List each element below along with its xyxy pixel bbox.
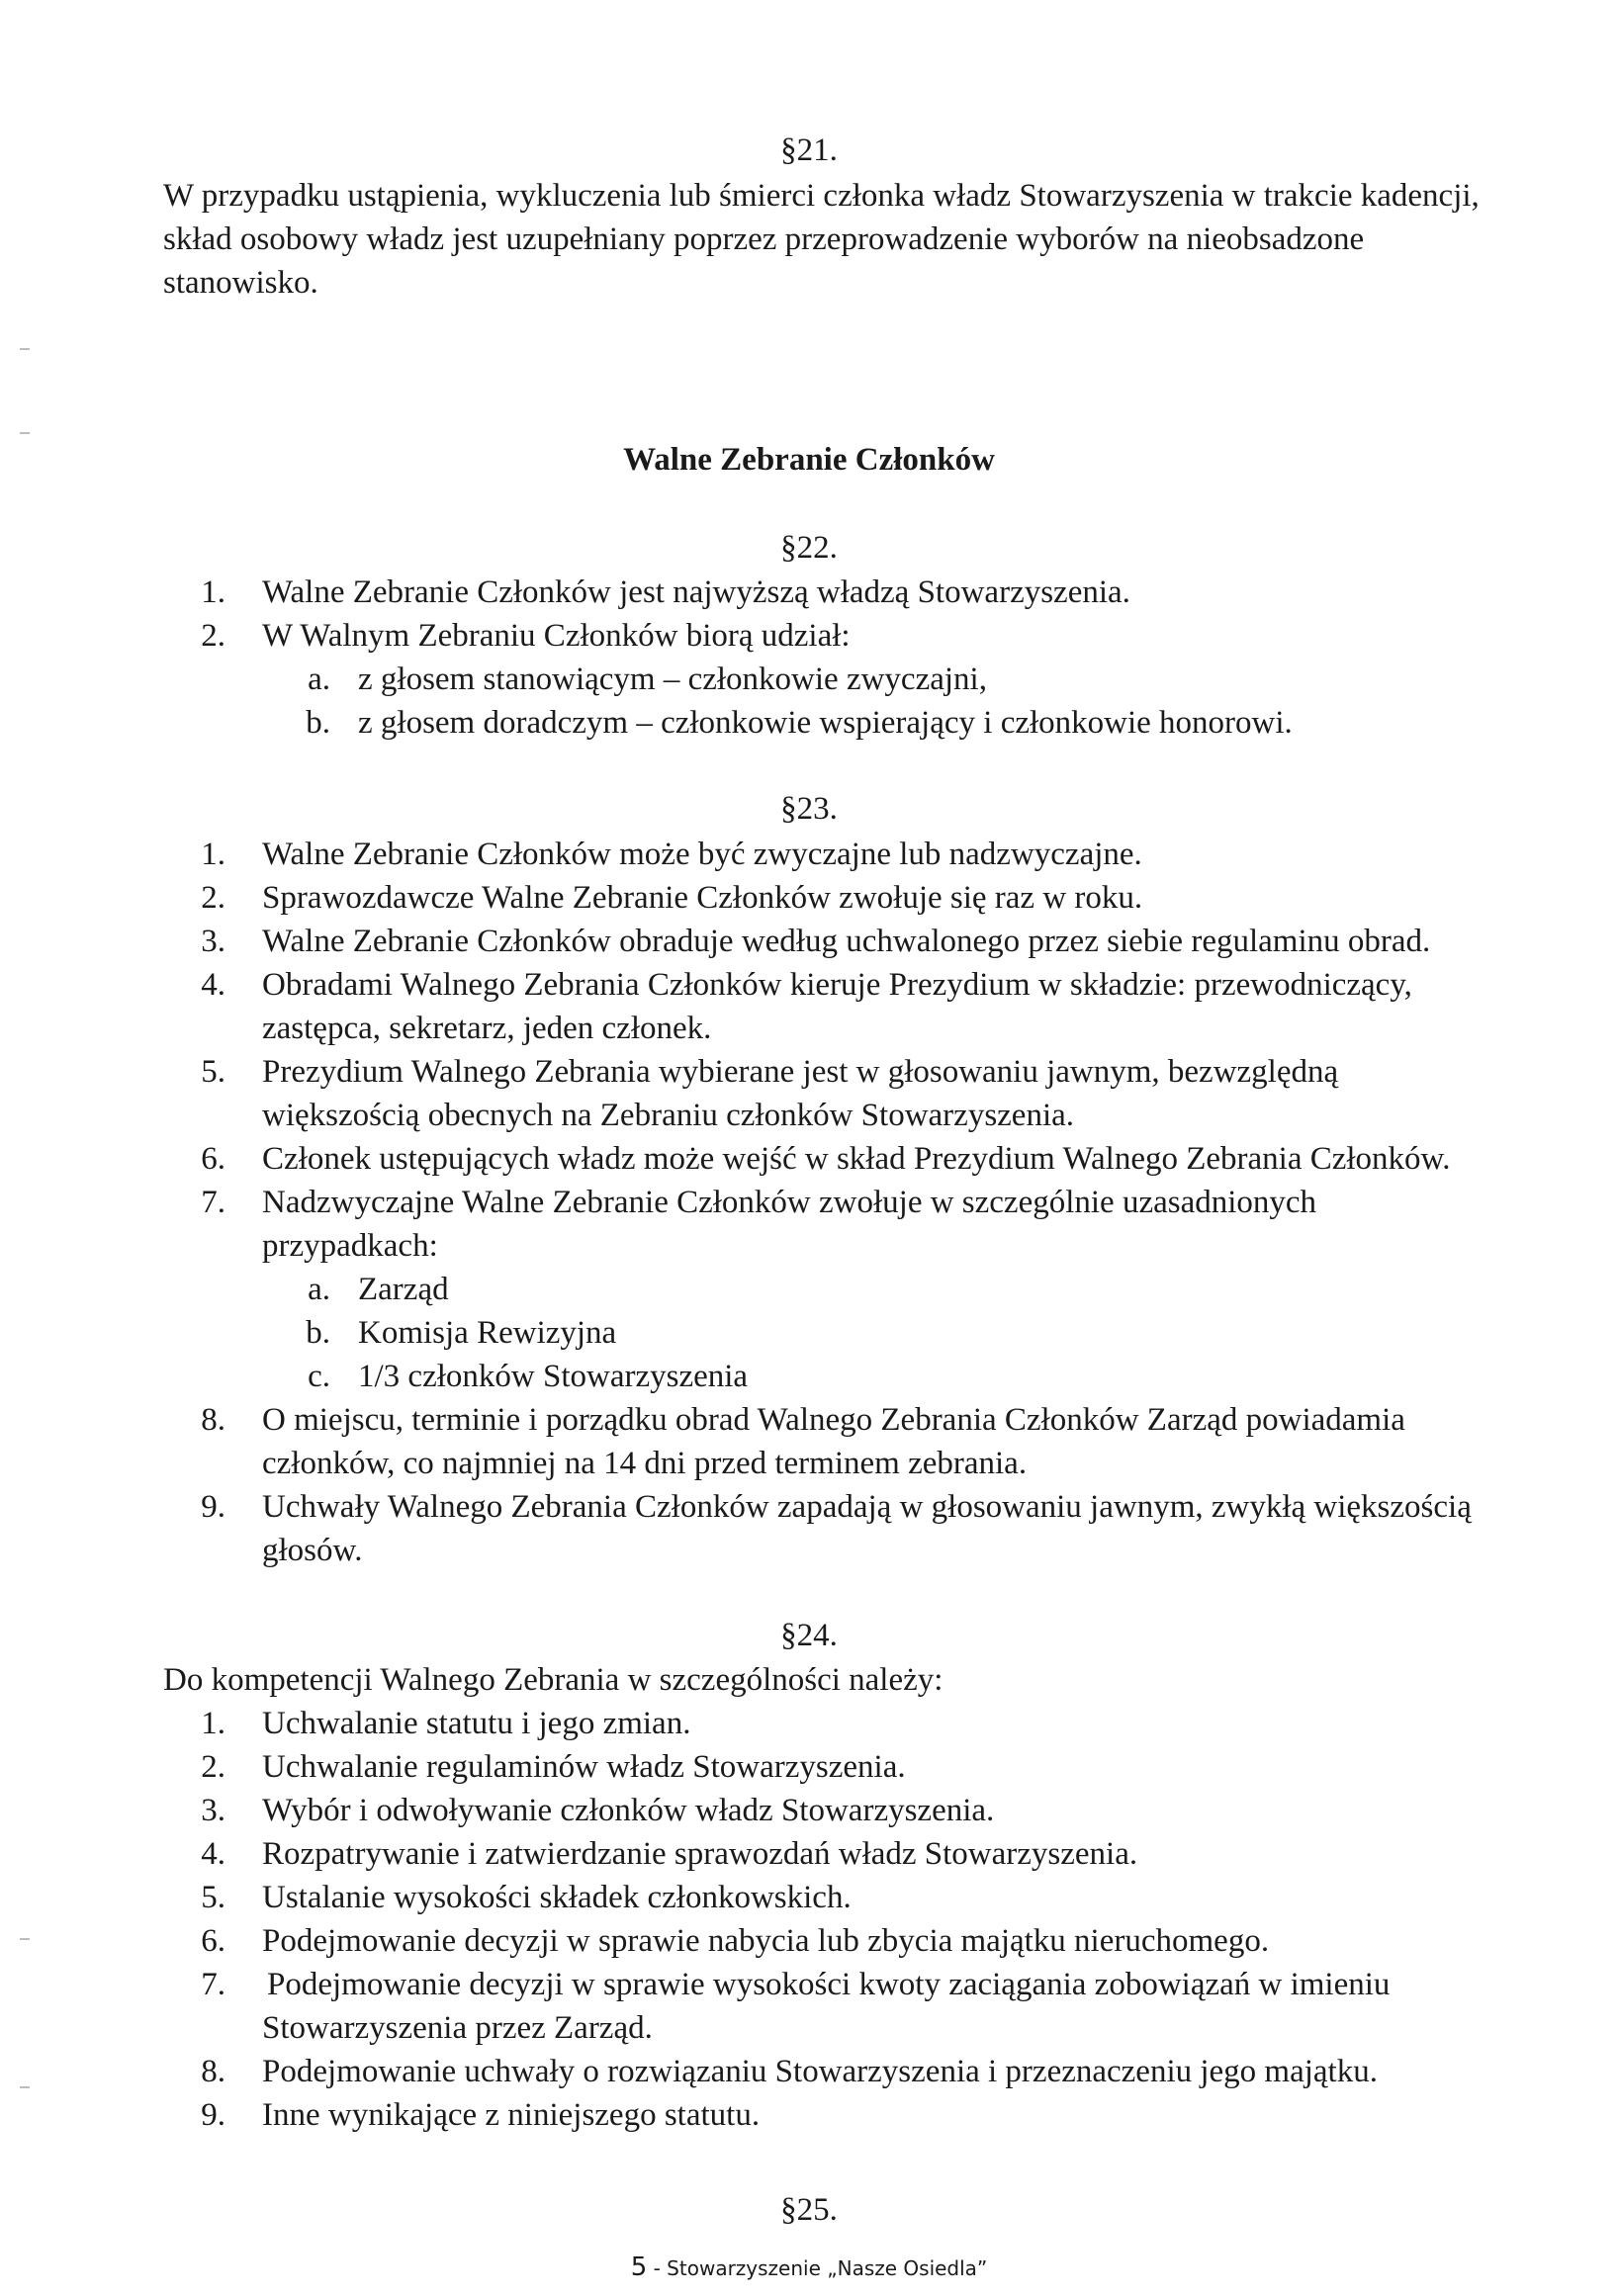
list-item-number: 8. xyxy=(201,1402,225,1438)
list-item-number: 4. xyxy=(201,1836,225,1872)
footer-text: - Stowarzyszenie „Nasze Osiedla” xyxy=(653,2256,988,2280)
list-item-number: 6. xyxy=(201,1141,225,1177)
scan-mark xyxy=(20,348,30,350)
list-item-text: Prezydium Walnego Zebrania wybierane jest w głosowaniu jawnym, bezwzględną xyxy=(262,1054,1339,1090)
list-item-text: Rozpatrywanie i zatwierdzanie sprawozdań władz Stowarzyszenia. xyxy=(262,1836,1138,1872)
list-item-continuation: przypadkach: xyxy=(262,1228,438,1264)
paragraph-heading-21: §21. xyxy=(780,132,838,168)
list-item-number: 1. xyxy=(201,574,225,610)
list-item-text: Walne Zebranie Członków obraduje według uchwalonego przez siebie regulaminu obrad. xyxy=(262,924,1431,959)
list-item-text: Uchwały Walnego Zebrania Członków zapadają w głosowaniu jawnym, zwykłą większością xyxy=(262,1489,1472,1525)
list-item-number: 9. xyxy=(201,2097,225,2133)
list-item-number: 5. xyxy=(201,1054,225,1090)
list-item-number: 4. xyxy=(201,967,225,1003)
list-item-text: Członek ustępujących władz może wejść w skład Prezydium Walnego Zebrania Członków. xyxy=(262,1141,1451,1177)
sub-list-item-text: 1/3 członków Stowarzyszenia xyxy=(358,1359,749,1394)
list-item-number: 2. xyxy=(201,618,225,654)
list-item-text: Inne wynikające z niniejszego statutu. xyxy=(262,2097,761,2133)
list-item-continuation: członków, co najmniej na 14 dni przed terminem zebrania. xyxy=(262,1446,1028,1481)
list-item-text: W Walnym Zebraniu Członków biorą udział: xyxy=(262,618,851,654)
list-item-number: 1. xyxy=(201,837,225,872)
list-item-text: O miejscu, terminie i porządku obrad Walnego Zebrania Członków Zarząd powiadamia xyxy=(262,1402,1405,1438)
list-item-text: Uchwalanie statutu i jego zmian. xyxy=(262,1706,691,1741)
scan-mark xyxy=(20,432,30,434)
sub-list-item-text: Zarząd xyxy=(358,1272,449,1307)
sub-list-item-letter: c. xyxy=(308,1359,330,1394)
list-item-text: Walne Zebranie Członków może być zwyczajne lub nadzwyczajne. xyxy=(262,837,1142,872)
paragraph-heading-25: §25. xyxy=(780,2192,838,2228)
list-item-continuation: głosów. xyxy=(262,1533,363,1568)
list-item-text: Podejmowanie decyzji w sprawie nabycia lub zbycia majątku nieruchomego. xyxy=(262,1923,1270,1959)
list-item-continuation: większością obecnych na Zebraniu członków Stowarzyszenia. xyxy=(262,1098,1075,1133)
list-item-number: 6. xyxy=(201,1923,225,1959)
paragraph-heading-22: §22. xyxy=(780,530,838,566)
list-item-text: Obradami Walnego Zebrania Członków kieruje Prezydium w składzie: przewodniczący, xyxy=(262,967,1412,1003)
scan-mark xyxy=(20,1938,30,1940)
list-item-text: Nadzwyczajne Walne Zebranie Członków zwołuje w szczególnie uzasadnionych xyxy=(262,1185,1317,1220)
paragraph-21-line-2: skład osobowy władz jest uzupełniany poprzez przeprowadzenie wyborów na nieobsadzone xyxy=(163,221,1365,257)
list-item-number: 9. xyxy=(201,1489,225,1525)
list-item-text: Podejmowanie uchwały o rozwiązaniu Stowarzyszenia i przeznaczeniu jego majątku. xyxy=(262,2054,1378,2089)
paragraph-21-line-3: stanowisko. xyxy=(163,265,318,301)
list-item-number: 2. xyxy=(201,1749,225,1785)
sub-list-item-letter: a. xyxy=(308,1272,330,1307)
list-item-continuation: zastępca, sekretarz, jeden członek. xyxy=(262,1011,712,1046)
paragraph-24-intro: Do kompetencji Walnego Zebrania w szczególności należy: xyxy=(163,1662,944,1698)
sub-list-item-text: z głosem doradczym – członkowie wspierający i członkowie honorowi. xyxy=(358,705,1293,741)
list-item-text: Podejmowanie decyzji w sprawie wysokości kwoty zaciągania zobowiązań w imieniu xyxy=(267,1967,1391,2002)
list-item-number: 7. xyxy=(201,1185,225,1220)
section-title: Walne Zebranie Członków xyxy=(623,442,995,478)
sub-list-item-letter: b. xyxy=(306,705,330,741)
list-item-number: 5. xyxy=(201,1880,225,1915)
page-number: 5 xyxy=(630,2252,648,2282)
page-footer xyxy=(0,2254,1618,2281)
list-item-number: 1. xyxy=(201,1706,225,1741)
list-item-text: Sprawozdawcze Walne Zebranie Członków zwołuje się raz w roku. xyxy=(262,880,1143,916)
list-item-number: 2. xyxy=(201,880,225,916)
paragraph-heading-24: §24. xyxy=(780,1618,838,1653)
paragraph-21-line-1: W przypadku ustąpienia, wykluczenia lub śmierci członka władz Stowarzyszenia w trakcie kadencji, xyxy=(163,178,1480,214)
list-item-number: 8. xyxy=(201,2054,225,2089)
sub-list-item-letter: a. xyxy=(308,662,330,697)
sub-list-item-text: z głosem stanowiącym – członkowie zwyczajni, xyxy=(358,662,987,697)
list-item-continuation: Stowarzyszenia przez Zarząd. xyxy=(262,2010,653,2046)
list-item-text: Wybór i odwoływanie członków władz Stowarzyszenia. xyxy=(262,1793,995,1828)
list-item-number: 3. xyxy=(201,924,225,959)
list-item-text: Ustalanie wysokości składek członkowskich. xyxy=(262,1880,852,1915)
list-item-number: 7. xyxy=(201,1967,225,2002)
list-item-text: Uchwalanie regulaminów władz Stowarzyszenia. xyxy=(262,1749,906,1785)
sub-list-item-letter: b. xyxy=(306,1315,330,1351)
sub-list-item-text: Komisja Rewizyjna xyxy=(358,1315,617,1351)
scan-mark xyxy=(20,2086,30,2088)
list-item-number: 3. xyxy=(201,1793,225,1828)
paragraph-heading-23: §23. xyxy=(780,791,838,827)
list-item-text: Walne Zebranie Członków jest najwyższą władzą Stowarzyszenia. xyxy=(262,574,1130,610)
